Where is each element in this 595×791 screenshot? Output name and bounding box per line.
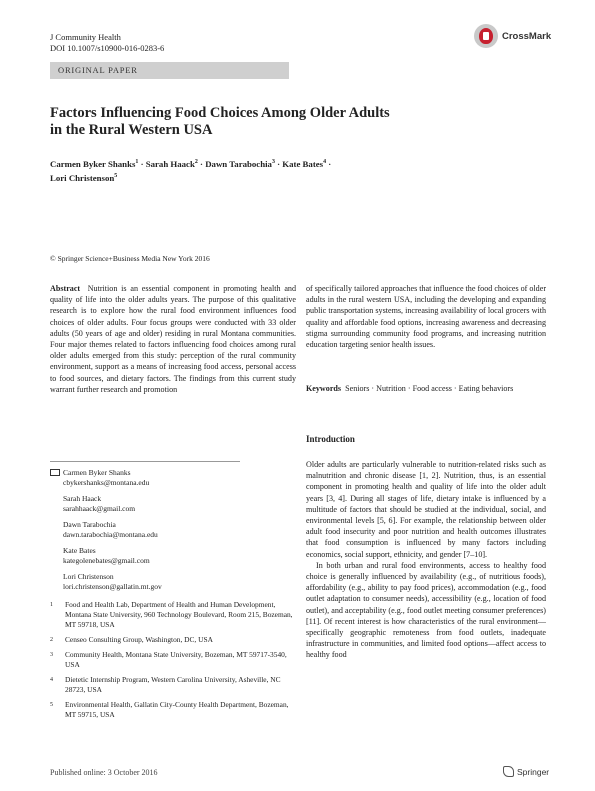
contact-email[interactable]: dawn.tarabochia@montana.edu [63,530,158,539]
contact-name: Kate Bates [63,546,96,555]
contact-email[interactable]: lori.christenson@gallatin.mt.gov [63,582,162,591]
springer-horse-icon [503,766,514,777]
contact-email[interactable]: kategolenebates@gmail.com [63,556,150,565]
affiliation: 5 Environmental Health, Gallatin City-County Health Department, Bozeman, MT 59715, USA [50,700,289,719]
author[interactable]: Kate Bates$^4$ [282,158,327,169]
correspondence-entry [50,572,296,592]
contact-name: Carmen Byker Shanks [63,468,131,477]
publisher-logo [503,766,549,777]
contact-name: Lori Christenson [63,572,114,581]
author-list: Carmen Byker Shanks$^1$ · Sarah Haack$^2$ · Dawn Tarabochia$^3$ · Kate Bates$^4$ · Lori Christenson$^5$ [50,158,332,183]
author[interactable]: Dawn Tarabochia$^3$ [205,158,275,169]
keywords-text: Seniors · Nutrition · Food access · Eating behaviors [345,384,514,393]
crossmark-label: CrossMark [502,30,552,42]
affiliation-list [50,600,296,725]
abstract-text: Nutrition is an essential component in promoting health and quality of life into the older adults years. The purpose of this qualitative research is to explore how the rural food environment influences food choices of older adults. Four focus groups were conducted with 33 older adults (50 years of age and older) residing in rural Montana communities. Four major themes related to factors influencing food choices among rural older adults emerged from this study: perception of the rural community environment, support as a means of increasing food access, personal access to food sources, and dietary factors. The findings from this current study warrant further research and promotion [50,284,297,394]
paragraph: Older adults are particularly vulnerable to nutrition-related risks such as malnutrition and chronic disease [1, 2]. Nutrition, thus, is an essential component in promoting health and quality of life into the older adult years [3, 4]. During all stages of life, dietary intake is influenced by a multitude of factors that should be studied at the individual, social, and environmental levels [5, 6]. For example, the relationship between older adult food insecurity and poor nutrition and health outcomes illustrates that food consumption is influenced by many factors including economics, social support, ethnicity, and gender [7–10]. [306,460,546,559]
article-type-bar [50,62,289,79]
crossmark-icon [474,24,498,48]
published-date: Published online: 3 October 2016 [50,768,158,777]
affiliation: 2 Censeo Consulting Group, Washington, DC, USA [50,635,213,644]
contact-email[interactable]: cbykershanks@montana.edu [63,478,150,487]
correspondence-entry [50,520,296,540]
journal-name: J Community Health [50,32,121,42]
envelope-icon [50,469,60,476]
abstract-right: of specifically tailored approaches that influence the food choices of older adults in the rural western USA, including the developing and expanding public transportation systems, increasing availability of local grocers with quality and affordable food options, increasing awareness and decreasing stigma surrounding community food programs, and increasing nutrition education targeting senior health issues. [306,284,547,350]
title-line-2: in the Rural Western USA [50,122,213,138]
crossmark-badge[interactable] [474,24,551,48]
author[interactable]: Carmen Byker Shanks$^1$ [50,158,139,169]
affiliation: 3 Community Health, Montana State University, Bozeman, MT 59717-3540, USA [50,650,287,669]
contact-name: Dawn Tarabochia [63,520,116,529]
affiliation: 1 Food and Health Lab, Department of Health and Human Development, Montana State University, 960 Technology Boulevard, Room 215, Bozeman, MT 59718, USA [50,600,293,629]
title-line-1: Factors Influencing Food Choices Among Older Adults [50,105,390,121]
paper-title [50,105,490,139]
abstract-label: Abstract [50,284,81,293]
publisher-name: Springer [517,766,550,777]
affiliation: 4 Dietetic Internship Program, Western Carolina University, Asheville, NC 28723, USA [50,675,281,694]
correspondence-list [50,468,296,598]
author[interactable]: Lori Christenson$^5$ [50,172,118,183]
introduction-body [306,459,546,661]
author[interactable]: Sarah Haack$^2$ [145,158,198,169]
keywords-label: Keywords [306,384,342,393]
section-heading-introduction: Introduction [306,434,355,444]
keywords [306,383,546,394]
article-type-label: ORIGINAL PAPER [58,65,138,75]
correspondence-entry [50,468,296,488]
journal-info [50,32,164,54]
paragraph: In both urban and rural food environments, access to healthy food choice is generally influenced by availability (e.g., of nutritious foods), affordability (e.g., ability to pay food prices), accommodation (e.g., food outlet adaptation to consumer needs), accessibility (e.g., location of food outlet), and acceptability (e.g., food outlet meeting consumer preferences) [11]. Of recent interest is how characteristics of the rural environment—specifically geographic remoteness from food outlets, inadequate infrastructure in communities, and limited food options—affect access to healthy food [306,560,546,660]
correspondence-entry [50,494,296,514]
copyright-notice: © Springer Science+Business Media New York 2016 [50,254,210,263]
contact-name: Sarah Haack [63,494,102,503]
correspondence-entry [50,546,296,566]
abstract-left [50,283,296,395]
contact-email[interactable]: sarahhaack@gmail.com [63,504,136,513]
footnote-divider [50,461,240,462]
doi[interactable]: DOI 10.1007/s10900-016-0283-6 [50,43,165,53]
